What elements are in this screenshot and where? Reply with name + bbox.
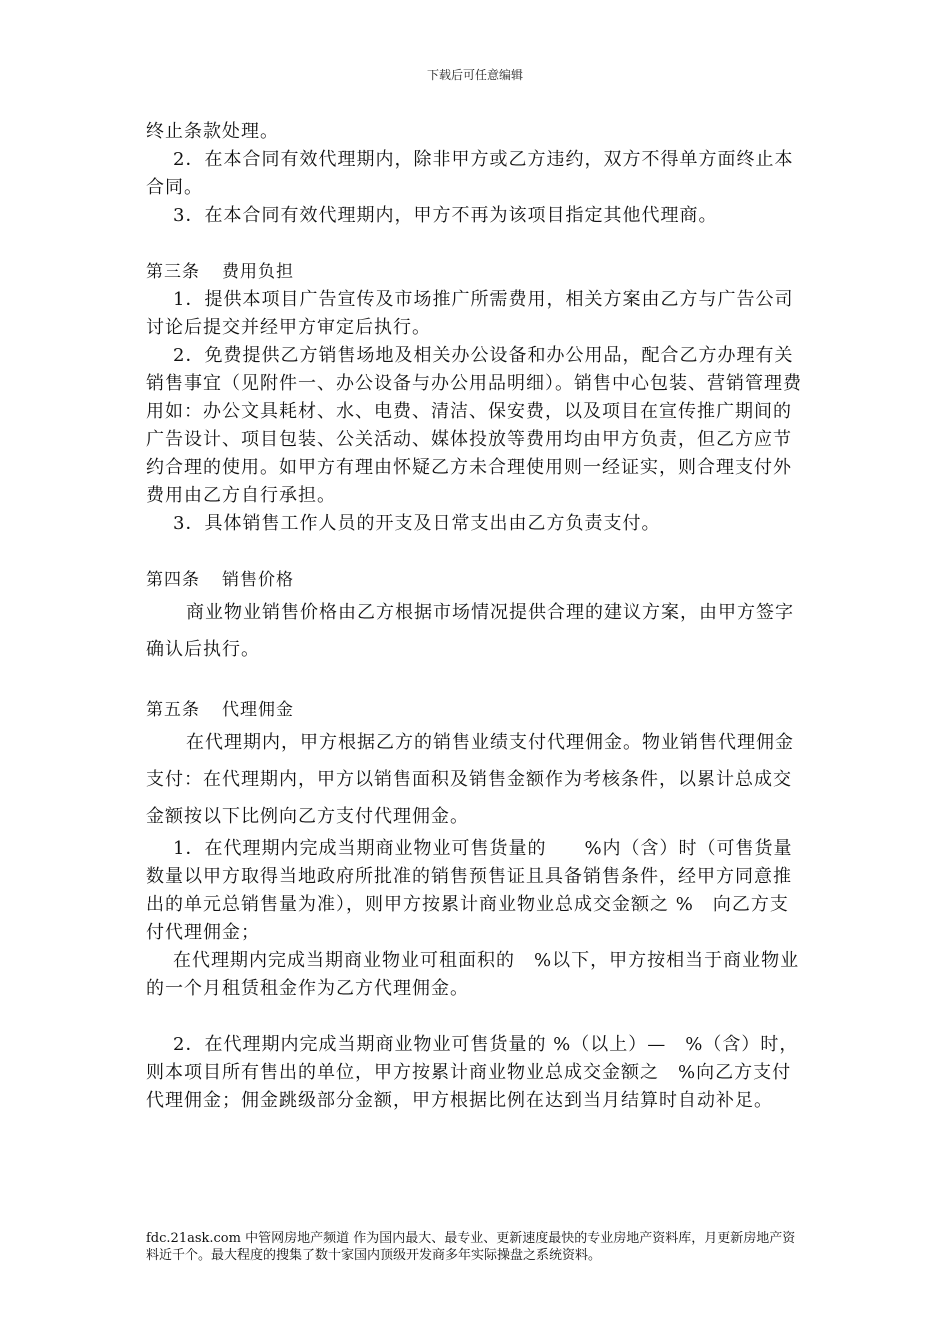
section-heading-3	[146, 258, 806, 286]
section-5-body: 在代理期内，甲方根据乙方的销售业绩支付代理佣金。物业销售代理佣金支付：在代理期内，甲方以销售面积及销售金额作为考核条件，以累计总成交金额按以下比例向乙方支付代理佣金。	[146, 732, 794, 827]
section-number: 第五条	[146, 700, 200, 720]
section-heading-4	[146, 566, 806, 594]
section-5-item-1: 1．在代理期内完成当期商业物业可售货量的 %内（含）时（可售货量数量以甲方取得当地政府所批准的销售预售证且具备销售条件，经甲方同意推出的单元总销售量为准），则甲方按累计商业物业总成交金额之 % 向乙方支付代理佣金；	[146, 838, 793, 943]
section-title: 代理佣金	[222, 700, 294, 720]
paragraph-item-3: 3．在本合同有效代理期内，甲方不再为该项目指定其他代理商。	[173, 205, 718, 226]
section-5-item-1b: 在代理期内完成当期商业物业可租面积的 %以下，甲方按相当于商业物业的一个月租赁租金作为乙方代理佣金。	[146, 950, 800, 999]
page-header: 下载后可任意编辑	[426, 68, 523, 82]
section-3-item-2: 2．免费提供乙方销售场地及相关办公设备和办公用品，配合乙方办理有关销售事宜（见附件一、办公设备与办公用品明细）。销售中心包装、营销管理费用如：办公文具耗材、水、电费、清洁、保安费，以及项目在宣传推广期间的广告设计、项目包装、公关活动、媒体投放等费用均由甲方负责，但乙方应节约合理的使用。如甲方有理由怀疑乙方未合理使用则一经证实，则合理支付外费用由乙方自行承担。	[146, 345, 802, 506]
document-body	[146, 118, 806, 1115]
page-footer: fdc.21ask.com 中管网房地产频道 作为国内最大、最专业、更新速度最快的专业房地产资料库，月更新房地产资料近千个。最大程度的搜集了数十家国内顶级开发商多年实际操盘之系统资料。	[146, 1231, 796, 1263]
section-5-item-2: 2．在代理期内完成当期商业物业可售货量的 %（以上）— %（含）时，则本项目所有售出的单位，甲方按累计商业物业总成交金额之 %向乙方支付代理佣金；佣金跳级部分金额，甲方根据比例在达到当月结算时自动补足。	[146, 1034, 799, 1111]
paragraph-termination-clause: 终止条款处理。	[146, 121, 279, 142]
section-4-body: 商业物业销售价格由乙方根据市场情况提供合理的建议方案，由甲方签字确认后执行。	[146, 602, 794, 660]
section-number: 第四条	[146, 570, 200, 590]
section-heading-5	[146, 696, 806, 724]
section-3-item-3: 3．具体销售工作人员的开支及日常支出由乙方负责支付。	[173, 513, 661, 534]
section-number: 第三条	[146, 262, 200, 282]
section-title: 费用负担	[222, 262, 294, 282]
section-title: 销售价格	[222, 570, 294, 590]
section-3-item-1: 1．提供本项目广告宣传及市场推广所需费用，相关方案由乙方与广告公司讨论后提交并经甲方审定后执行。	[146, 289, 794, 338]
paragraph-item-2: 2．在本合同有效代理期内，除非甲方或乙方违约，双方不得单方面终止本合同。	[146, 149, 794, 198]
